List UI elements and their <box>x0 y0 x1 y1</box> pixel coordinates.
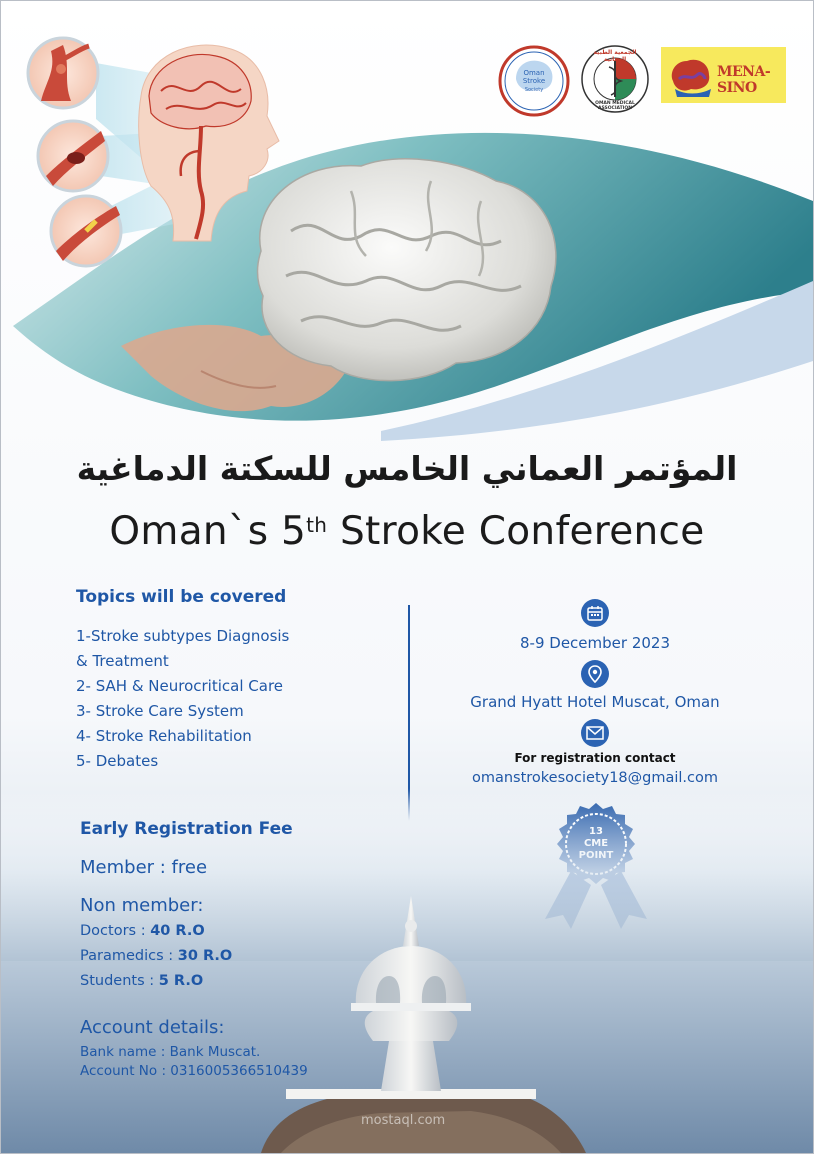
registration-contact-label: For registration contact <box>514 751 676 765</box>
event-venue: Grand Hyatt Hotel Muscat, Oman <box>470 693 720 711</box>
oma-arc-text: الجمعية الطبية العمانية <box>593 49 637 63</box>
oman-medical-association-logo <box>579 43 651 115</box>
fee-value: 30 R.O <box>177 948 233 964</box>
oss-line1: Oman <box>523 69 545 77</box>
title-arabic: المؤتمر العماني الخامس للسكتة الدماغية <box>76 449 738 488</box>
contact-email[interactable]: omanstrokesociety18@gmail.com <box>471 770 719 786</box>
title-en-pre: Oman`s 5 <box>109 509 307 554</box>
fee-row-students <box>80 973 203 989</box>
bank-name: Bank name : Bank Muscat. <box>80 1044 261 1060</box>
artery-zoom-3 <box>51 196 121 266</box>
artery-zoom-2 <box>38 121 108 191</box>
calendar-icon <box>581 599 609 627</box>
oman-stroke-society-logo <box>498 45 570 117</box>
fee-value: 5 R.O <box>158 973 204 989</box>
artery-zoom-1 <box>28 38 98 108</box>
fee-row-paramedics <box>80 948 232 964</box>
topic-item: 2- SAH & Neurocritical Care <box>76 677 284 695</box>
fee-label: Doctors : <box>80 923 151 939</box>
title-en-post: Stroke Conference <box>327 509 705 554</box>
oss-line2: Stroke <box>522 77 546 85</box>
watermark: mostaql.com <box>361 1113 446 1128</box>
fee-value: 40 R.O <box>150 923 205 939</box>
topic-item: 1-Stroke subtypes Diagnosis <box>76 627 290 645</box>
oss-line3: Society <box>524 87 544 93</box>
early-registration-heading: Early Registration Fee <box>80 819 293 839</box>
account-heading: Account details: <box>80 1017 225 1038</box>
divider-line <box>408 605 410 821</box>
account-number: Account No : 0316005366510439 <box>80 1063 308 1079</box>
fee-label: Paramedics : <box>80 948 178 964</box>
oma-bottom-text: OMAN MEDICAL ASSOCIATION <box>595 101 635 111</box>
location-pin-icon <box>581 660 609 688</box>
title-english <box>1 509 813 554</box>
fee-label: Students : <box>80 973 159 989</box>
topic-item: 3- Stroke Care System <box>76 702 244 720</box>
member-fee: Member : free <box>80 857 208 878</box>
topics-heading: Topics will be covered <box>76 587 287 607</box>
event-date: 8-9 December 2023 <box>520 634 670 652</box>
envelope-icon <box>581 719 609 747</box>
topic-item: 4- Stroke Rehabilitation <box>76 727 252 745</box>
non-member-heading: Non member: <box>80 895 204 916</box>
topic-item: 5- Debates <box>76 752 159 770</box>
mena-sino-logo <box>661 47 786 103</box>
title-en-sup: th <box>306 513 328 537</box>
muscat-landmark-scene <box>1 791 813 1153</box>
fee-row-doctors <box>80 923 205 939</box>
mena-sino-text: MENA-SINO <box>717 64 771 96</box>
topic-item: & Treatment <box>76 652 169 670</box>
